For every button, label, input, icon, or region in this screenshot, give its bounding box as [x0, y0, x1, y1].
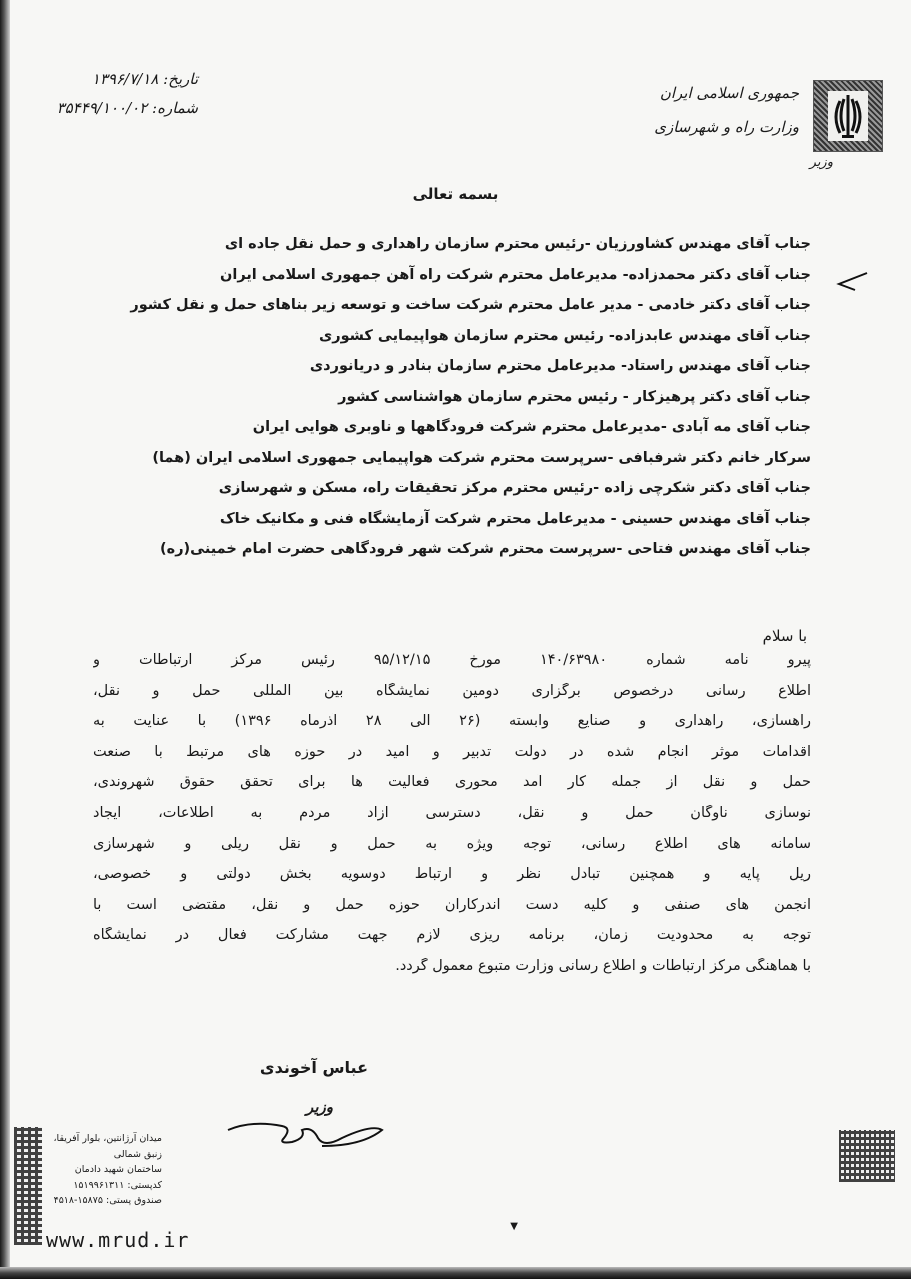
recipient-item: جناب آقای دکتر خادمی - مدیر عامل محترم شرکت ساخت و توسعه زیر بناهای حمل و نقل کشور — [130, 297, 811, 313]
body-line: اطلاع رسانی درخصوص برگزاری دومین نمایشگاه بین المللی حمل و نقل، — [93, 682, 811, 699]
page-mark-icon: ▼ — [510, 1221, 518, 1232]
date-value: ۱۳۹۶/۷/۱۸ — [91, 70, 159, 88]
body-line: ریل پایه و همچنین تبادل نظر و ارتباط دوسویه بخش دولتی و خصوصی، — [93, 866, 811, 883]
body-line: سامانه های اطلاع رسانی، توجه ویژه به حمل و نقل ریلی و شهرسازی — [93, 835, 811, 852]
greeting: با سلام — [762, 627, 807, 645]
body-line: توجه به محدودیت زمان، برنامه ریزی لازم جهت مشارکت فعال در نمایشگاه — [93, 927, 811, 944]
recipient-item: جناب آقای مهندس عابدزاده- رئیس محترم سازمان هواپیمایی کشوری — [318, 327, 811, 344]
recipient-item: جناب آقای دکتر پرهیزکار - رئیس محترم سازمان هواشناسی کشور — [338, 388, 811, 405]
address-line: ساختمان شهید دادمان — [74, 1164, 162, 1175]
barcode-icon — [839, 1130, 895, 1182]
handwritten-signature-icon — [222, 1108, 392, 1153]
scan-edge-bottom — [0, 1267, 911, 1279]
recipient-item: جناب آقای دکتر شکرچی زاده -رئیس محترم مرکز تحقیقات راه، مسکن و شهرسازی — [218, 480, 811, 496]
recipient-item: جناب آقای مهندس حسینی - مدیرعامل محترم شرکت آزمایشگاه فنی و مکانیک خاک — [219, 510, 811, 527]
ministry-address — [44, 1133, 162, 1211]
address-line: میدان آرژانتین، بلوار آفریقا، — [53, 1133, 162, 1144]
signatory-name: عباس آخوندی — [259, 1058, 368, 1077]
address-line: صندوق پستی: ۱۵۸۷۵-۴۵۱۸ — [53, 1195, 162, 1206]
qr-code-icon — [14, 1127, 42, 1245]
recipient-item: جناب آقای مهندس کشاورزیان -رئیس محترم سازمان راهداری و حمل نقل جاده ای — [224, 236, 811, 252]
address-line: زنبق شمالی — [113, 1148, 162, 1160]
recipient-item: جناب آقای دکتر محمدزاده- مدیرعامل محترم شرکت راه آهن جمهوری اسلامی ایران — [219, 266, 811, 283]
recipient-item: جناب آقای مهندس فتاحی -سرپرست محترم شرکت شهر فرودگاهی حضرت امام خمینی(ره) — [160, 541, 811, 557]
number-value: ۳۵۴۴۹/۱۰۰/۰۲ — [56, 99, 148, 117]
body-line: با هماهنگی مرکز ارتباطات و اطلاع رسانی وزارت متبوع معمول گردد. — [395, 957, 811, 974]
signatory-title: وزیر — [306, 1098, 333, 1116]
body-line: اقدامات موثر انجام شده در دولت تدبیر و امید در حوزه های مرتبط با صنعت — [93, 743, 811, 760]
address-line: کدپستی: ۱۵۱۹۹۶۱۳۱۱ — [73, 1179, 162, 1191]
body-line: حمل و نقل از جمله کار آمد محوری فعالیت ها برای تحقق حقوق شهروندی، — [93, 774, 811, 791]
body-line: انجمن های صنفی و کلیه دست اندرکاران حوزه حمل و نقل، مقتضی است با — [93, 896, 811, 913]
bismillah-heading: بسمه تعالی — [412, 185, 499, 203]
minister-label: وزیر — [809, 155, 833, 170]
recipient-item: جناب آقای مه آبادی -مدیرعامل محترم شرکت فرودگاهها و ناوبری هوایی ایران — [252, 419, 811, 435]
government-name: جمهوری اسلامی ایران — [659, 84, 799, 102]
body-line: پیرو نامه شماره ۱۴۰/۶۳۹۸۰ مورخ ۹۵/۱۲/۱۵ رئیس مرکز ارتباطات و — [93, 652, 811, 668]
letter-body — [93, 652, 811, 989]
iran-emblem-icon — [813, 80, 883, 152]
handwritten-check-icon — [835, 270, 869, 292]
body-line: راهسازی، راهداری و صنایع وابسته (۲۶ الی ۲۸ آذرماه ۱۳۹۶) با عنایت به — [93, 713, 811, 730]
recipient-item: سرکار خانم دکتر شرفبافی -سرپرست محترم شرکت هواپیمایی جمهوری اسلامی ایران (هما) — [152, 449, 811, 466]
ministry-website: www.mrud.ir — [46, 1228, 190, 1252]
recipient-list — [91, 236, 811, 572]
letter-date — [38, 70, 198, 88]
number-label: شماره: — [152, 99, 198, 117]
body-line: نوسازی ناوگان حمل و نقل، دسترسی آزاد مردم به اطلاعات، ایجاد — [93, 804, 811, 821]
letter-number — [20, 99, 198, 117]
ministry-name: وزارت راه و شهرسازی — [654, 118, 799, 136]
date-label: تاریخ: — [163, 70, 198, 88]
recipient-item: جناب آقای مهندس راستاد- مدیرعامل محترم سازمان بنادر و دریانوردی — [309, 358, 811, 374]
